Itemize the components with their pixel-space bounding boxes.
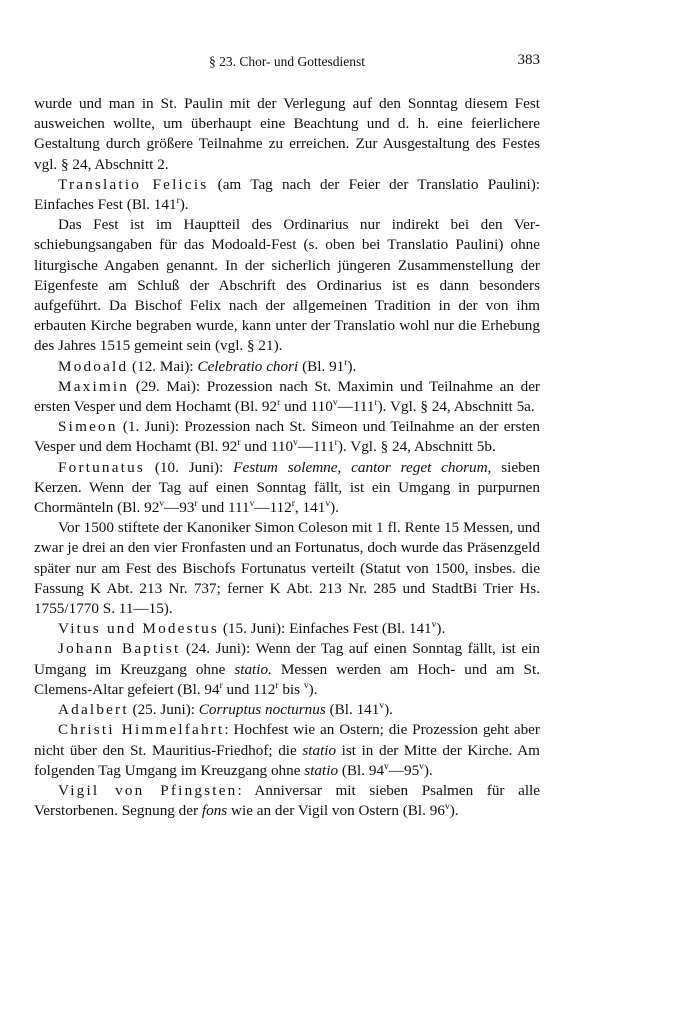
page-header [34, 52, 540, 76]
folio-superscript: v [419, 761, 424, 772]
folio-superscript: v [444, 802, 450, 813]
text-run: , 141 [294, 499, 326, 517]
text-run: und 112 [222, 680, 276, 698]
text-run: (1. Juni): Prozession nach St. Simeon und Teilnahme an der ersten Vesper und dem Hochamt (Bl. 92 [34, 418, 540, 456]
text-run: ). [179, 196, 189, 214]
italic-text: Corruptus nocturnus [198, 701, 326, 719]
text-run: wie an der Vigil von Ostern (Bl. 96 [227, 802, 445, 820]
folio-superscript: v [332, 397, 338, 408]
folio-superscript: v [431, 620, 437, 631]
text-run: ). [347, 357, 357, 375]
folio-superscript: v [325, 499, 331, 509]
entry-heading: Adalbert [58, 701, 129, 719]
folio-superscript: r [291, 499, 295, 509]
text-run: (15. Juni): Einfaches Fest (Bl. 141 [219, 620, 432, 638]
text-run: ). [330, 499, 339, 517]
entry-heading: Johann Baptist [58, 640, 181, 658]
page-number: 383 [517, 52, 540, 68]
text-run: (Bl. 94 [338, 761, 385, 779]
folio-superscript: v [303, 680, 309, 691]
entry-heading: Vigil von Pfingsten [58, 781, 238, 799]
paragraph [34, 781, 540, 821]
folio-superscript: r [219, 680, 223, 691]
text-run: bis [278, 680, 304, 698]
text-run: ). [308, 680, 318, 698]
italic-text: Festum solemne, cantor reget chorum, [233, 458, 492, 476]
entry-heading: Vitus und Modestus [58, 620, 220, 638]
paragraph [34, 639, 540, 700]
paragraph [34, 94, 540, 175]
text-run: (Bl. 141 [325, 701, 380, 719]
text-run: ). Vgl. § 24, Abschnitt 5b. [337, 438, 496, 456]
paragraph [34, 700, 540, 720]
text-run: wurde und man in St. Paulin mit der Verlegung auf den Sonntag diesem Fest ausweichen wollte, um überhaupt eine Beachtung und d. h. eine feierlichere Gestaltung durch größere Teilnahme zu erreichen. Zur Ausgestaltung des Festes vgl. § 24, Abschnitt 2. [34, 95, 540, 173]
text-run: Vor 1500 stiftete der Kanoniker Simon Coleson mit 1 fl. Rente 15 Messen, und zwar je drei an den vier Fronfasten und an Fortunatus, doch wurde das Präsenzgeld später nur am Fest des Bischofs Fortunatus verteilt (Statut von 1500, insbes. die Fassung K Abt. 213 Nr. 737; ferner K Abt. 213 Nr. 285 und StadtBi Trier Hs. 1755/1770 S. 11—15). [34, 519, 540, 618]
paragraph [34, 215, 540, 356]
folio-superscript: v [379, 701, 385, 712]
text-run: ). [449, 802, 459, 820]
entry-heading: Translatio Felicis [58, 175, 209, 193]
folio-superscript: r [237, 438, 241, 449]
folio-superscript: v [249, 499, 255, 509]
text-run: und 111 [197, 499, 250, 517]
folio-superscript: v [293, 438, 298, 449]
text-run: —93 [164, 499, 195, 517]
entry-heading: Christi Himmelfahrt [58, 721, 225, 739]
running-title: § 23. Chor- und Gottesdienst [208, 54, 366, 69]
folio-superscript: r [194, 499, 198, 509]
text-run: —112 [254, 499, 292, 517]
book-page [34, 52, 540, 821]
entry-heading: Fortunatus [58, 458, 145, 476]
text-run: (Bl. 91 [298, 357, 345, 375]
italic-text: statio. [234, 660, 272, 678]
italic-text: Celebratio chori [197, 357, 299, 375]
text-run: und 110 [280, 398, 333, 416]
folio-superscript: r [374, 397, 378, 408]
paragraph [34, 377, 540, 417]
text-run: (24. Juni): Wenn der Tag auf einen Sonntag fällt, ist ein Umgang im Kreuzgang ohne [34, 640, 540, 678]
italic-text: fons [201, 802, 228, 820]
text-run: ist in der Mitte der Kirche. Am folgenden Tag Umgang im Kreuzgang ohne [34, 741, 540, 779]
text-run: und 110 [240, 438, 294, 456]
text-run: Messen werden am Hoch- und am St. Clemens-Altar gefeiert (Bl. 94 [34, 660, 541, 698]
italic-text: statio [304, 761, 339, 779]
text-run: : Hochfest wie an Ostern; die Prozession geht aber nicht über den St. Mauritius-Friedhof; die [34, 721, 540, 759]
entry-heading: Modoald [58, 357, 129, 375]
page-body [34, 94, 540, 821]
folio-superscript: v [384, 761, 389, 772]
italic-text: statio [302, 741, 337, 759]
text-run: (12. Mai): [128, 357, 198, 375]
paragraph [34, 619, 540, 639]
text-run: Das Fest ist im Hauptteil des Ordinarius nur indirekt bei den Verschiebungsangaben für das Modoald-Fest (s. oben bei Translatio Paulini) ohne liturgische Angaben genannt. In der sicherlich jüngeren Zusammenstellung der Eigenfeste am Schluß der Abschrift des Ordinarius ist es dann besonders aufgeführt. Da Bischof Felix nach der allgemeinen Tradition in der von ihm erbauten Kirche begraben wurde, kann unter der Translatio wohl nur die Erhebung des Jahres 1515 gemeint sein (vgl. § 21). [34, 216, 540, 355]
text-run: (am Tag nach der Feier der Translatio Paulini): Einfaches Fest (Bl. 141 [34, 175, 540, 214]
paragraph [34, 175, 540, 215]
text-run: : Anniversar mit sieben Psalmen für alle Verstorbenen. Segnung der [34, 781, 540, 820]
text-run: —111 [337, 398, 375, 416]
paragraph [34, 518, 540, 619]
folio-superscript: r [334, 438, 338, 449]
folio-superscript: r [277, 397, 281, 408]
text-run: —111 [297, 438, 335, 456]
text-run: ). Vgl. § 24, Abschnitt 5a. [377, 398, 535, 416]
entry-heading: Simeon [58, 418, 118, 436]
text-run: ). [384, 701, 393, 719]
paragraph [34, 458, 540, 519]
folio-superscript: v [159, 499, 165, 509]
text-run: —95 [388, 761, 420, 779]
paragraph [34, 357, 540, 377]
text-run: (10. Juni): [144, 458, 234, 476]
entry-heading: Maximin [58, 377, 130, 395]
text-run: (25. Juni): [128, 701, 199, 719]
folio-superscript: r [176, 195, 180, 206]
folio-superscript: r [344, 357, 348, 368]
text-run: ). [423, 761, 433, 779]
text-run: sieben Kerzen. Wenn der Tag auf einen Sonntag fällt, ist ein Umgang in purpurnen Chormänteln (Bl. 92 [34, 458, 540, 517]
paragraph [34, 417, 540, 457]
paragraph [34, 720, 540, 781]
text-run: ). [436, 620, 446, 638]
folio-superscript: r [275, 680, 279, 691]
text-run: (29. Mai): Prozession nach St. Maximin und Teilnahme an der ersten Vesper und dem Hochamt (Bl. 92 [34, 377, 540, 416]
